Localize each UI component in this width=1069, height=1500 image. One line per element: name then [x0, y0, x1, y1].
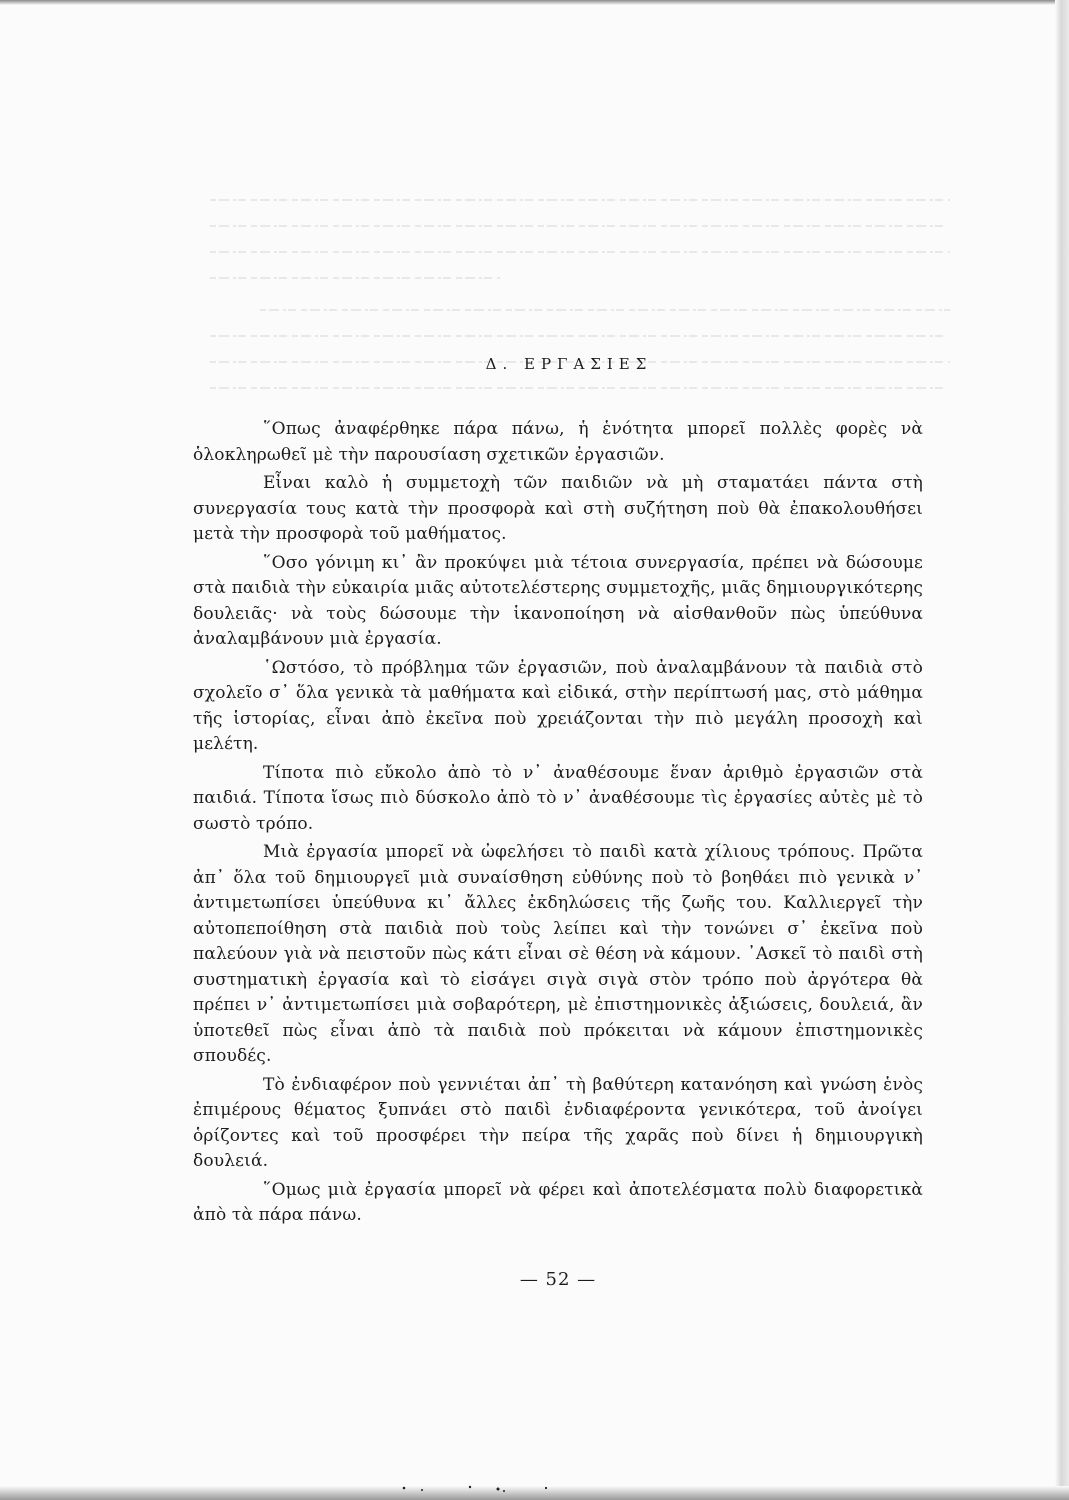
paragraph: ῞Ομως μιὰ ἐργασία μπορεῖ νὰ φέρει καὶ ἀποτελέσματα πολὺ διαφορετικὰ ἀπὸ τὰ πάρα πάνω.	[193, 1179, 923, 1225]
document-body	[193, 355, 923, 1290]
page-right-edge	[1055, 0, 1069, 1500]
scan-specks	[400, 1482, 560, 1494]
page-top-edge	[0, 0, 1069, 5]
paragraph: ῞Οπως ἀναφέρθηκε πάρα πάνω, ἡ ἑνότητα μπορεῖ πολλὲς φορὲς νὰ ὁλοκληρωθεῖ μὲ τὴν παρουσίαση σχετικῶν ἐργασιῶν.	[193, 419, 923, 465]
paragraph: ῾Ωστόσο, τὸ πρόβλημα τῶν ἐργασιῶν, ποὺ ἀναλαμβάνουν τὰ παιδιὰ στὸ σχολεῖο σ᾿ ὅλα γενικὰ τὰ μαθήματα καὶ εἰδικά, στὴν περίπτωσή μας, στὸ μάθημα τῆς ἱστορίας, εἶναι ἀπὸ ἐκεῖνα ποὺ χρειάζονται τὴν πιὸ μεγάλη προσοχὴ καὶ μελέτη.	[193, 657, 923, 754]
paragraph: ῞Οσο γόνιμη κι᾿ ἂν προκύψει μιὰ τέτοια συνεργασία, πρέπει νὰ δώσουμε στὰ παιδιὰ τὴν εὐκαιρία μιᾶς αὐτοτελέστερης συμμετοχῆς, μιᾶς δημιουργικότερης δουλειᾶς· νὰ τοὺς δώσουμε τὴν ἱκανοποίηση νὰ αἰσθανθοῦν πὼς ὑπεύθυνα ἀναλαμβάνουν μιὰ ἐργασία.	[193, 552, 923, 649]
paragraph: Τὸ ἐνδιαφέρον ποὺ γεννιέται ἀπ᾿ τὴ βαθύτερη κατανόηση καὶ γνώση ἑνὸς ἐπιμέρους θέματος ξυπνάει στὸ παιδὶ ἐνδιαφέροντα γενικότερα, τοῦ ἀνοίγει ὁρίζοντες καὶ τοῦ προσφέρει τὴν πείρα τῆς χαρᾶς ποὺ δίνει ἡ δημιουργικὴ δουλειά.	[193, 1074, 923, 1171]
paragraph: Εἶναι καλὸ ἡ συμμετοχὴ τῶν παιδιῶν νὰ μὴ σταματάει πάντα στὴ συνεργασία τους κατὰ τὴν προσφορὰ καὶ στὴ συζήτηση ποὺ θὰ ἐπακολουθήσει μετὰ τὴν προσφορὰ τοῦ μαθήματος.	[193, 473, 923, 544]
paragraph: Τίποτα πιὸ εὔκολο ἀπὸ τὸ ν᾿ ἀναθέσουμε ἕναν ἀριθμὸ ἐργασιῶν στὰ παιδιά. Τίποτα ἴσως πιὸ δύσκολο ἀπὸ τὸ ν᾿ ἀναθέσουμε τὶς ἐργασίες αὐτὲς μὲ τὸ σωστὸ τρόπο.	[193, 762, 923, 834]
page-number: — 52 —	[519, 1268, 597, 1290]
section-heading: Δ. ΕΡΓΑΣΙΕΣ	[485, 355, 653, 373]
paragraph: Μιὰ ἐργασία μπορεῖ νὰ ὠφελήσει τὸ παιδὶ κατὰ χίλιους τρόπους. Πρῶτα ἀπ᾿ ὅλα τοῦ δημιουργεῖ μιὰ συναίσθηση εὐθύνης ποὺ τὸ βοηθάει πιὸ γενικὰ ν᾿ ἀντιμετωπίσει ὑπεύθυνα κι᾿ ἄλλες ἐκδηλώσεις τῆς ζωῆς του. Καλλιεργεῖ τὴν αὐτοπεποίθηση στὰ παιδιὰ ποὺ τοὺς λείπει καὶ τὴν τονώνει σ᾿ ἐκεῖνα ποὺ παλεύουν γιὰ νὰ πειστοῦν πὼς κάτι εἶναι σὲ θέση νὰ κάμουν. ᾿Ασκεῖ τὸ παιδὶ στὴ συστηματικὴ ἐργασία καὶ τὸ εἰσάγει σιγὰ σιγὰ στὸν τρόπο ποὺ ἀργότερα θὰ πρέπει ν᾿ ἀντιμετωπίσει μιὰ σοβαρότερη, μὲ ἐπιστημονικὲς ἀξιώσεις, δουλειά, ἂν ὑποτεθεῖ πὼς εἶναι ἀπὸ τὰ παιδιὰ ποὺ πρόκειται νὰ κάμουν ἐπιστημονικὲς σπουδές.	[193, 842, 923, 1066]
